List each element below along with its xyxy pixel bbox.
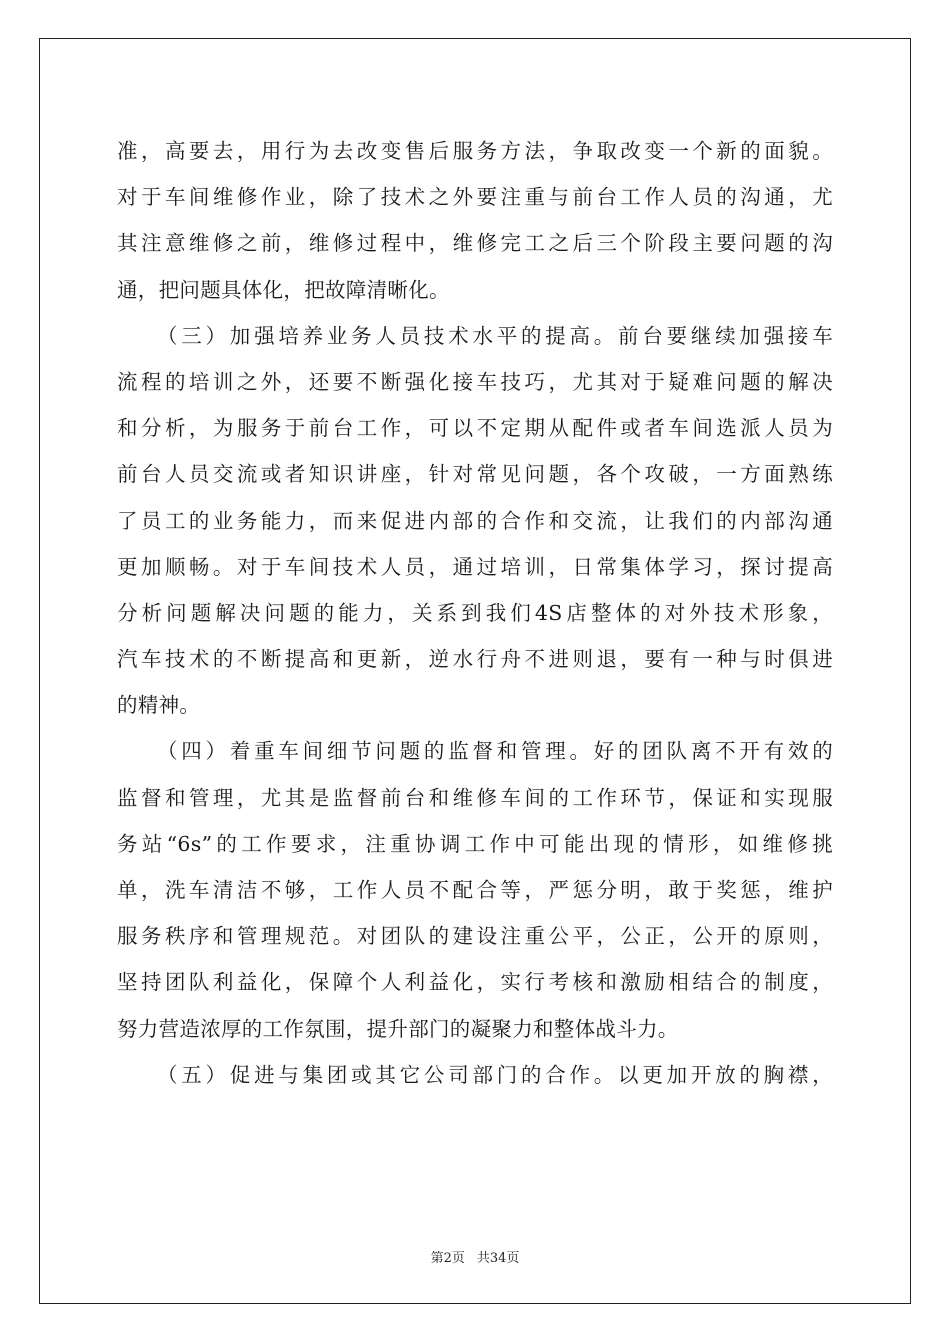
text-line: 前台人员交流或者知识讲座，针对常见问题，各个攻破，一方面熟练 bbox=[117, 462, 833, 487]
text-line: 和分析，为服务于前台工作，可以不定期从配件或者车间选派人员为 bbox=[117, 416, 833, 441]
text-line: 监督和管理，尤其是监督前台和维修车间的工作环节，保证和实现服 bbox=[117, 785, 833, 810]
text-line: 单，洗车清洁不够，工作人员不配合等，严惩分明，敢于奖惩，维护 bbox=[117, 878, 833, 902]
text-line: 务站“6s”的工作要求，注重协调工作中可能出现的情形，如维修挑 bbox=[117, 831, 833, 856]
text-line: 准，高要去，用行为去改变售后服务方法，争取改变一个新的面貌。 bbox=[117, 139, 833, 163]
text-line: 努力营造浓厚的工作氛围，提升部门的凝聚力和整体战斗力。 bbox=[117, 1016, 679, 1041]
text-line: 其注意维修之前，维修过程中，维修完工之后三个阶段主要问题的沟 bbox=[117, 231, 833, 256]
text-line: 的精神。 bbox=[117, 693, 201, 718]
text-line: 对于车间维修作业，除了技术之外要注重与前台工作人员的沟通，尤 bbox=[117, 185, 833, 210]
page-number: 第2页 bbox=[430, 1251, 465, 1266]
text-line: 汽车技术的不断提高和更新，逆水行舟不进则退，要有一种与时俱进 bbox=[117, 647, 833, 672]
page-total: 共34页 bbox=[476, 1251, 520, 1266]
text-line: 分析问题解决问题的能力，关系到我们4S店整体的对外技术形象， bbox=[117, 600, 833, 625]
text-line: 流程的培训之外，还要不断强化接车技巧，尤其对于疑难问题的解决 bbox=[117, 369, 833, 394]
text-line: 了员工的业务能力，而来促进内部的合作和交流，让我们的内部沟通 bbox=[117, 508, 833, 533]
paragraph-start-line: （五）促进与集团或其它公司部门的合作。以更加开放的胸襟， bbox=[157, 1062, 833, 1087]
text-line: 通，把问题具体化，把故障清晰化。 bbox=[117, 277, 450, 302]
document-body bbox=[117, 128, 833, 1098]
text-line: 服务秩序和管理规范。对团队的建设注重公平，公正，公开的原则， bbox=[117, 924, 833, 949]
text-line: 更加顺畅。对于车间技术人员，通过培训，日常集体学习，探讨提高 bbox=[117, 554, 833, 579]
text-line: 坚持团队利益化，保障个人利益化，实行考核和激励相结合的制度， bbox=[117, 970, 833, 995]
page-footer bbox=[0, 1247, 950, 1266]
paragraph-start-line: （四）着重车间细节问题的监督和管理。好的团队离不开有效的 bbox=[157, 739, 833, 764]
paragraph-start-line: （三）加强培养业务人员技术水平的提高。前台要继续加强接车 bbox=[157, 323, 833, 348]
